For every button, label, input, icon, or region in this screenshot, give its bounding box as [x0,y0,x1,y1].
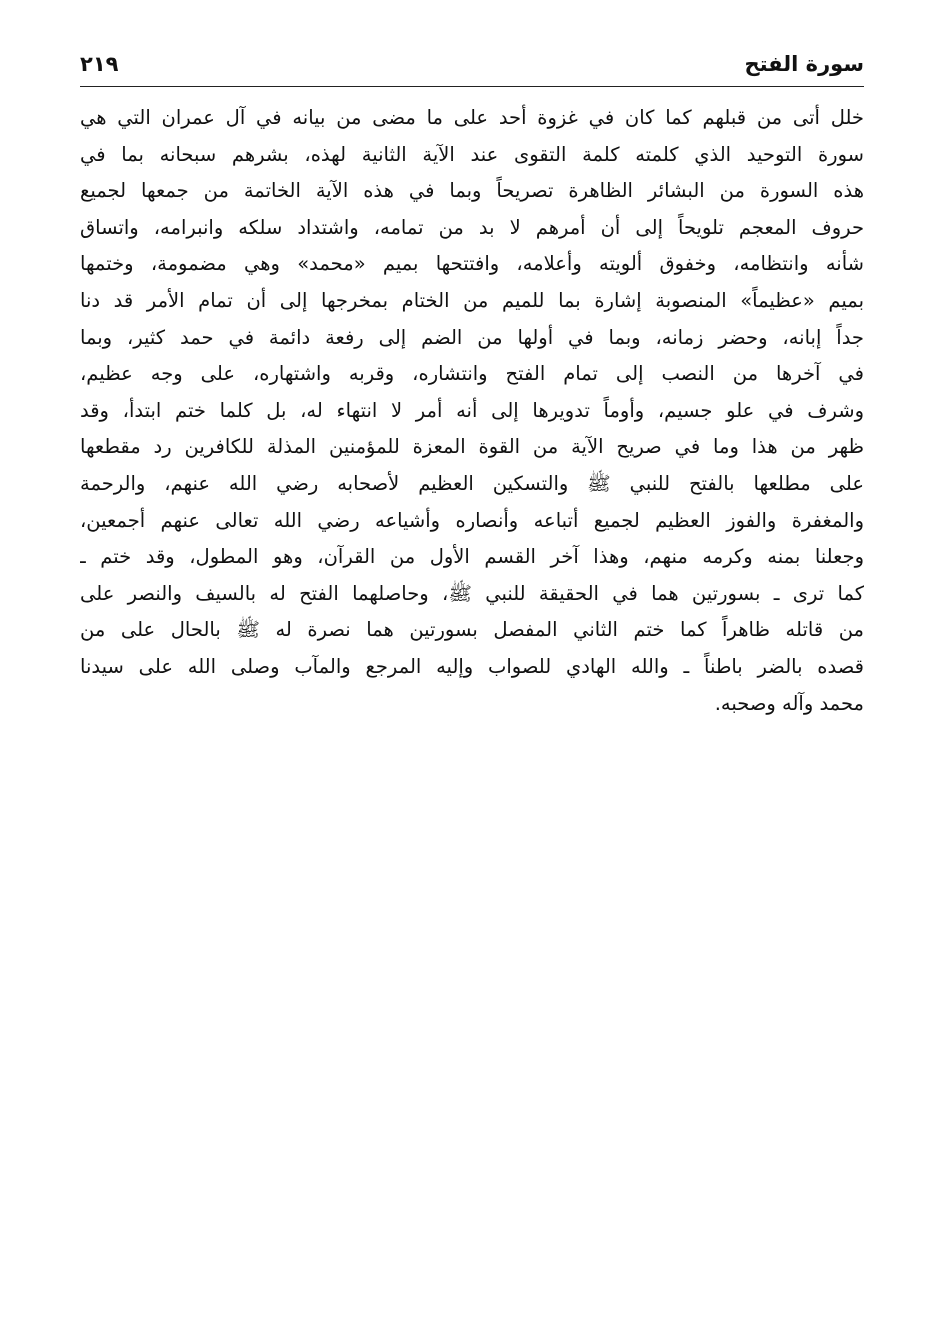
text-line: شأنه وانتظامه، وخفوق ألويته وأعلامه، وافتتحها بميم «محمد» وهي مضمومة، وختمها [80,252,864,276]
text-line: في آخرها من النصب إلى تمام الفتح وانتشاره، وقربه واشتهاره، على وجه عظيم، [80,362,864,386]
text-line-last: محمد وآله وصحبه. [714,691,864,715]
text-line: وجعلنا بمنه وكرمه منهم، وهذا آخر القسم الأول من القرآن، وهو المطول، وقد ختم ـ [80,545,864,569]
text-line: والمغفرة والفوز العظيم لجميع أتباعه وأنصاره وأشياعه رضي الله تعالى عنهم أجمعين، [80,508,864,532]
text-line: من قاتله ظاهراً كما ختم الثاني المفصل بسورتين هما نصرة له ﷺ بالحال على من [80,618,864,642]
text-line: سورة التوحيد الذي كلمته كلمة التقوى عند الآية الثانية لهذه، بشرهم سبحانه بما في [80,142,864,166]
text-line: خلل أتى من قبلهم كما كان في غزوة أحد على ما مضى من بيانه في آل عمران التي هي [80,106,864,129]
header-divider [80,86,864,87]
body-text [80,100,864,722]
text-line: وشرف في علو جسيم، وأوماً تدويرها إلى أنه أمر لا انتهاء له، بل كلما ختم ابتدأ، وقد [80,398,864,422]
text-line: بميم «عظيماً» المنصوبة إشارة بما للميم من الختام بمخرجها إلى أن تمام الأمر قد دنا [80,288,864,312]
text-line: كما ترى ـ بسورتين هما في الحقيقة للنبي ﷺ، وحاصلهما الفتح له بالسيف والنصر على [80,581,864,605]
chapter-title: سورة الفتح [744,52,864,76]
text-line: على مطلعها بالفتح للنبي ﷺ والتسكين العظيم لأصحابه رضي الله عنهم، والرحمة [80,471,864,495]
text-line: جداً إبانه، وحضر زمانه، وبما في أولها من الضم إلى رفعة دائمة في حمد كثير، وبما [80,325,864,349]
text-line: قصده بالضر باطناً ـ والله الهادي للصواب وإليه المرجع والمآب وصلى الله على سيدنا [80,654,864,678]
text-line: هذه السورة من البشائر الظاهرة تصريحاً وبما في هذه الآية الخاتمة من جمعها لجميع [80,179,864,203]
page-header [80,50,864,80]
text-line: ظهر من هذا وما في صريح الآية من القوة المعزة للمؤمنين المذلة للكافرين رد مقطعها [80,435,864,459]
page-number: ٢١٩ [80,52,119,76]
text-line: حروف المعجم تلويحاً إلى أن أمرهم لا بد من تمامه، واشتداد سلكه وانبرامه، واتساق [80,215,864,239]
